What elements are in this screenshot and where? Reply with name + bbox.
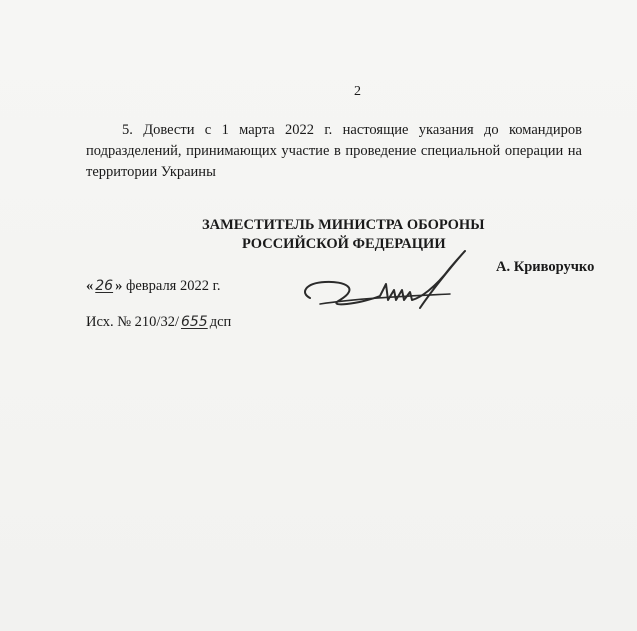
paragraph-5 — [86, 120, 582, 183]
date-month-year: февраля 2022 г. — [122, 278, 221, 294]
outgoing-prefix: Исх. № 210/32/ — [86, 314, 179, 330]
page-number: 2 — [354, 84, 361, 99]
date-close-quote: » — [115, 278, 123, 294]
outgoing-handwritten-number: 655 — [180, 314, 208, 330]
outgoing-suffix: дсп — [209, 314, 232, 330]
signatory-title-line1: ЗАМЕСТИТЕЛЬ МИНИСТРА ОБОРОНЫ — [202, 217, 485, 233]
paragraph-line: 5. Довести с 1 марта 2022 г. настоящие указания до командиров — [122, 122, 582, 138]
paragraph-line: подразделений, принимающих участие в проведение специальной операции на — [86, 143, 582, 159]
signatory-name: А. Криворучко — [496, 259, 595, 275]
outgoing-number — [86, 314, 231, 331]
signatory-title-line2: РОССИЙСКОЙ ФЕДЕРАЦИИ — [242, 236, 446, 252]
paragraph-line: территории Украины — [86, 164, 216, 180]
handwritten-signature — [300, 238, 480, 318]
document-date — [86, 278, 221, 295]
date-day-handwritten: 26 — [95, 278, 114, 294]
date-open-quote: « — [86, 278, 94, 294]
